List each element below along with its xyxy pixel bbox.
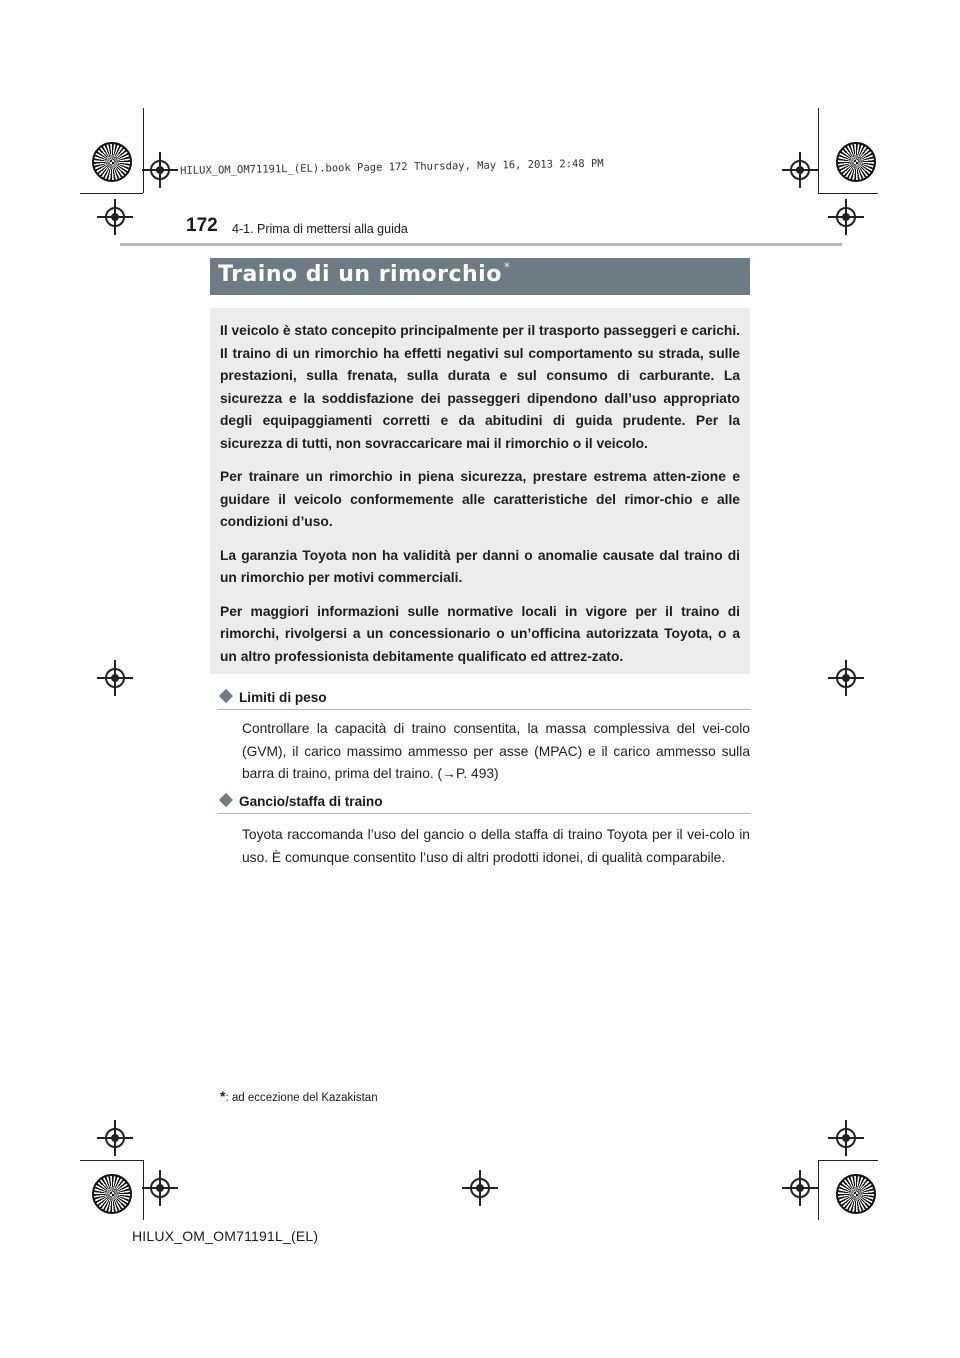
trim-line [818,1160,819,1220]
footnote-marker: * [220,1088,226,1104]
registration-wheel-icon [92,142,132,182]
intro-paragraph: Per maggiori informazioni sulle normative locali in vigore per il traino di rimorchi, rivolgersi a un concessionario o un’officina autorizzata Toyota, o a un altro professionista debitamente qualificato ed attrez-zato. [220,603,740,664]
page-title-text: Traino di un rimorchio [218,262,502,287]
section-title: 4-1. Prima di mettersi alla guida [232,222,408,236]
intro-paragraph: Per trainare un rimorchio in piena sicurezza, prestare estrema atten-zione e guidare il veicolo conformemente alle caratteristiche del rimor-chio e alle condizioni d’uso. [220,469,740,529]
trim-line [818,1160,878,1161]
document-code: HILUX_OM_OM71191L_(EL) [132,1228,319,1244]
crosshair-icon [150,160,170,180]
header-divider [120,243,842,246]
crosshair-icon [150,1178,170,1198]
trim-line [818,193,878,194]
crosshair-icon [105,668,125,688]
trim-line [143,108,144,193]
footnote [220,1088,378,1104]
book-stamp: HILUX_OM_OM71191L_(EL).book Page 172 Thursday, May 16, 2013 2:48 PM [180,157,604,177]
subsection-heading-text: Gancio/staffa di traino [239,794,383,809]
page-title [218,262,510,287]
diamond-bullet-icon [219,793,233,807]
trim-line [80,193,143,194]
section-body: Controllare la capacità di traino consentita, la massa complessiva del vei-colo (GVM), il carico massimo ammesso per asse (MPAC) e il carico ammesso sulla barra di traino, prima del traino. (→P. 493) [242,721,750,781]
registration-wheel-icon [836,1174,876,1214]
crosshair-icon [470,1178,490,1198]
registration-wheel-icon [92,1174,132,1214]
crosshair-icon [105,1128,125,1148]
intro-box [210,308,750,674]
page-number: 172 [186,215,218,236]
footnote-text: : ad eccezione del Kazakistan [225,1092,378,1104]
intro-paragraph: Il veicolo è stato concepito principalmente per il trasporto passeggeri e carichi. Il traino di un rimorchio ha effetti negativi sul comportamento su strada, sulle prestazioni, sulla frenata, sulla durata e sul consumo di carburante. La sicurezza e la soddisfazione dei passeggeri dipendono dall’uso appropriato degli equipaggiamenti corretti e da abitudini di guida prudente. Per la sicurezza di tutti, non sovraccaricare mai il rimorchio o il veicolo. [220,323,740,451]
section-body: Toyota raccomanda l’uso del gancio o della staffa di traino Toyota per il vei-colo in uso. È comunque consentito l’uso di altri prodotti idonei, di qualità comparabile. [242,827,750,865]
trim-line [80,1160,143,1161]
crosshair-icon [105,207,125,227]
subsection-heading [218,794,750,814]
crosshair-icon [836,207,856,227]
intro-paragraph: La garanzia Toyota non ha validità per danni o anomalie causate dal traino di un rimorchio per motivi commerciali. [220,547,740,585]
diamond-bullet-icon [219,689,233,703]
crosshair-icon [836,668,856,688]
crosshair-icon [790,160,810,180]
registration-wheel-icon [836,142,876,182]
subsection-heading [218,690,750,710]
crosshair-icon [790,1178,810,1198]
trim-line [143,1160,144,1220]
trim-line [818,108,819,193]
title-footnote-marker: * [503,260,511,274]
crosshair-icon [836,1128,856,1148]
subsection-heading-text: Limiti di peso [239,690,327,705]
